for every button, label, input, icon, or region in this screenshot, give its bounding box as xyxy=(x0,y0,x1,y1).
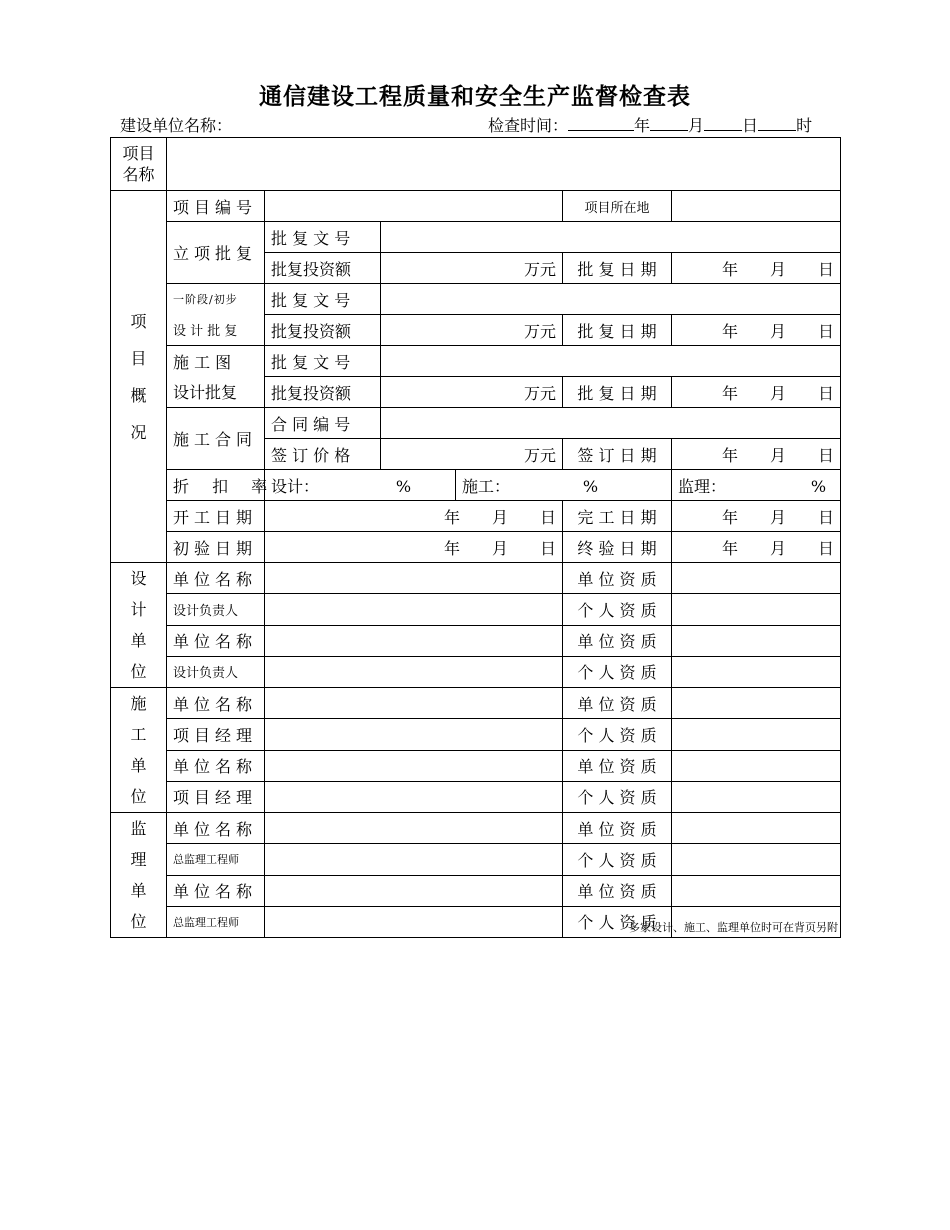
approval-invest-label: 批复投资额 xyxy=(265,253,381,284)
design-unit-row-1 xyxy=(111,563,841,594)
prelim-invest-label: 批复投资额 xyxy=(265,315,381,346)
design-person-value[interactable] xyxy=(265,656,563,687)
design-person-qual-value[interactable] xyxy=(672,594,841,625)
construct-person-qual-value[interactable] xyxy=(672,781,841,812)
supervise-person-label: 总监理工程师 xyxy=(167,844,265,875)
construct-unit-name-label: 单位名称 xyxy=(167,750,265,781)
design-person-label: 设计负责人 xyxy=(167,656,265,687)
day-label: 日 xyxy=(742,116,759,135)
initial-check-label: 初验日期 xyxy=(167,532,265,563)
design-person-qual-label: 个 人 资 质 xyxy=(563,594,672,625)
construct-design-doc-label: 批 复 文 号 xyxy=(265,346,381,377)
supervise-unit-name-label: 单位名称 xyxy=(167,875,265,906)
sign-date-value[interactable]: 年 月 日 xyxy=(672,439,841,470)
construct-design-date-label: 批 复 日 期 xyxy=(563,377,672,408)
supervise-unit-name-label: 单位名称 xyxy=(167,813,265,844)
construct-person-qual-label: 个 人 资 质 xyxy=(563,719,672,750)
construct-person-label: 项目经理 xyxy=(167,781,265,812)
approval-doc-row xyxy=(111,222,841,253)
supervise-unit-name-value[interactable] xyxy=(265,875,563,906)
construct-unit-row-2 xyxy=(111,750,841,781)
contract-no-row xyxy=(111,408,841,439)
construction-unit-label: 建设单位名称： xyxy=(120,116,233,135)
project-number-value[interactable] xyxy=(265,191,563,222)
prelim-label-2: 设 计 批 复 xyxy=(167,315,265,346)
design-unit-row-2 xyxy=(111,625,841,656)
final-check-label: 终 验 日 期 xyxy=(563,532,672,563)
contract-label: 施工合同 xyxy=(167,408,265,470)
approval-doc-label: 批 复 文 号 xyxy=(265,222,381,253)
discount-row xyxy=(111,470,841,501)
construct-unit-qual-value[interactable] xyxy=(672,750,841,781)
construct-person-row-2 xyxy=(111,781,841,812)
prelim-invest-value[interactable]: 万元 xyxy=(381,315,563,346)
approval-date-value[interactable]: 年 月 日 xyxy=(672,253,841,284)
supervise-person-label: 总监理工程师 xyxy=(167,906,265,937)
supervise-unit-qual-value[interactable] xyxy=(672,875,841,906)
project-number-label: 项目编号 xyxy=(167,191,265,222)
construct-person-qual-value[interactable] xyxy=(672,719,841,750)
construct-person-label: 项目经理 xyxy=(167,719,265,750)
finish-date-label: 完 工 日 期 xyxy=(563,501,672,532)
construct-unit-row-1 xyxy=(111,688,841,719)
approval-doc-value[interactable] xyxy=(381,222,841,253)
design-unit-qual-label: 单 位 资 质 xyxy=(563,625,672,656)
check-time xyxy=(488,113,812,136)
supervise-unit-row-1 xyxy=(111,813,841,844)
year-label: 年 xyxy=(634,116,651,135)
design-unit-qual-value[interactable] xyxy=(672,563,841,594)
supervise-unit-name-value[interactable] xyxy=(265,813,563,844)
supervise-unit-qual-value[interactable] xyxy=(672,813,841,844)
supervise-unit-row-2 xyxy=(111,875,841,906)
contract-no-label: 合 同 编 号 xyxy=(265,408,381,439)
prelim-date-label: 批 复 日 期 xyxy=(563,315,672,346)
design-unit-label: 设计单位 xyxy=(111,563,167,688)
construct-unit-name-value[interactable] xyxy=(265,688,563,719)
design-unit-name-label: 单位名称 xyxy=(167,563,265,594)
design-person-qual-value[interactable] xyxy=(672,656,841,687)
supervise-person-value[interactable] xyxy=(265,844,563,875)
project-location-label: 项目所在地 xyxy=(563,191,672,222)
construct-design-doc-row xyxy=(111,346,841,377)
supervise-unit-qual-label: 单 位 资 质 xyxy=(563,813,672,844)
start-date-label: 开工日期 xyxy=(167,501,265,532)
design-unit-name-value[interactable] xyxy=(265,625,563,656)
prelim-invest-row xyxy=(111,315,841,346)
design-unit-name-label: 单位名称 xyxy=(167,625,265,656)
design-unit-qual-label: 单 位 资 质 xyxy=(563,563,672,594)
supervise-person-row-1 xyxy=(111,844,841,875)
construct-design-doc-value[interactable] xyxy=(381,346,841,377)
supervise-unit-label: 监理单位 xyxy=(111,813,167,938)
page-title: 通信建设工程质量和安全生产监督检查表 xyxy=(259,84,691,110)
construct-design-invest-label: 批复投资额 xyxy=(265,377,381,408)
construct-unit-label: 施工单位 xyxy=(111,688,167,813)
prelim-doc-label: 批 复 文 号 xyxy=(265,284,381,315)
construct-design-invest-row xyxy=(111,377,841,408)
project-name-label: 项目名称 xyxy=(111,138,167,191)
discount-build[interactable]: 施工： % xyxy=(456,470,672,501)
construct-design-date-value[interactable]: 年 月 日 xyxy=(672,377,841,408)
design-person-qual-label: 个 人 资 质 xyxy=(563,656,672,687)
project-location-value[interactable] xyxy=(672,191,841,222)
construct-unit-qual-label: 单 位 资 质 xyxy=(563,750,672,781)
design-unit-qual-value[interactable] xyxy=(672,625,841,656)
prelim-date-value[interactable]: 年 月 日 xyxy=(672,315,841,346)
approval-date-label: 批 复 日 期 xyxy=(563,253,672,284)
initial-check-value[interactable]: 年 月 日 xyxy=(265,532,563,563)
start-date-row xyxy=(111,501,841,532)
footnote: 多家设计、施工、监理单位时可在背页另附 xyxy=(629,921,838,934)
supervise-unit-qual-label: 单 位 资 质 xyxy=(563,875,672,906)
project-overview-label: 项目概况 xyxy=(111,191,167,563)
inspection-table xyxy=(110,137,841,938)
hour-label: 时 xyxy=(796,116,813,135)
discount-supervise[interactable]: 监理： % xyxy=(672,470,841,501)
finish-date-value[interactable]: 年 月 日 xyxy=(672,501,841,532)
construct-person-value[interactable] xyxy=(265,719,563,750)
sign-price-value[interactable]: 万元 xyxy=(381,439,563,470)
supervise-person-qual-label: 个 人 资 质 xyxy=(563,906,672,937)
discount-label: 折 扣 率 xyxy=(167,470,265,501)
design-person-label: 设计负责人 xyxy=(167,594,265,625)
prelim-label-1: 一阶段/初步 xyxy=(167,284,265,315)
construct-design-label-1: 施 工 图 xyxy=(167,346,265,377)
construct-design-invest-value[interactable]: 万元 xyxy=(381,377,563,408)
supervise-person-qual-value[interactable] xyxy=(672,844,841,875)
month-blank[interactable] xyxy=(650,115,688,131)
project-name-row xyxy=(111,138,841,191)
design-person-row-2 xyxy=(111,656,841,687)
day-blank[interactable] xyxy=(704,115,742,131)
project-number-row xyxy=(111,191,841,222)
design-person-value[interactable] xyxy=(265,594,563,625)
final-check-value[interactable]: 年 月 日 xyxy=(672,532,841,563)
approval-label: 立项批复 xyxy=(167,222,265,284)
initial-check-row xyxy=(111,532,841,563)
design-person-row-1 xyxy=(111,594,841,625)
construct-person-qual-label: 个 人 资 质 xyxy=(563,781,672,812)
supervise-person-value[interactable] xyxy=(265,906,563,937)
approval-invest-value[interactable]: 万元 xyxy=(381,253,563,284)
construct-unit-qual-value[interactable] xyxy=(672,688,841,719)
construct-unit-name-label: 单位名称 xyxy=(167,688,265,719)
project-name-value[interactable] xyxy=(167,138,841,191)
hour-blank[interactable] xyxy=(758,115,796,131)
construct-person-row-1 xyxy=(111,719,841,750)
month-label: 月 xyxy=(688,116,705,135)
construct-person-value[interactable] xyxy=(265,781,563,812)
construct-design-label-2: 设计批复 xyxy=(167,377,265,408)
prelim-doc-row xyxy=(111,284,841,315)
sign-date-label: 签 订 日 期 xyxy=(563,439,672,470)
discount-design[interactable]: 设计： % xyxy=(265,470,456,501)
sign-price-label: 签 订 价 格 xyxy=(265,439,381,470)
construct-unit-qual-label: 单 位 资 质 xyxy=(563,688,672,719)
prelim-doc-value[interactable] xyxy=(381,284,841,315)
start-date-value[interactable]: 年 月 日 xyxy=(265,501,563,532)
contract-no-value[interactable] xyxy=(381,408,841,439)
check-time-label: 检查时间： xyxy=(488,116,569,135)
design-unit-name-value[interactable] xyxy=(265,563,563,594)
construct-unit-name-value[interactable] xyxy=(265,750,563,781)
year-blank[interactable] xyxy=(568,115,634,131)
supervise-person-qual-label: 个 人 资 质 xyxy=(563,844,672,875)
